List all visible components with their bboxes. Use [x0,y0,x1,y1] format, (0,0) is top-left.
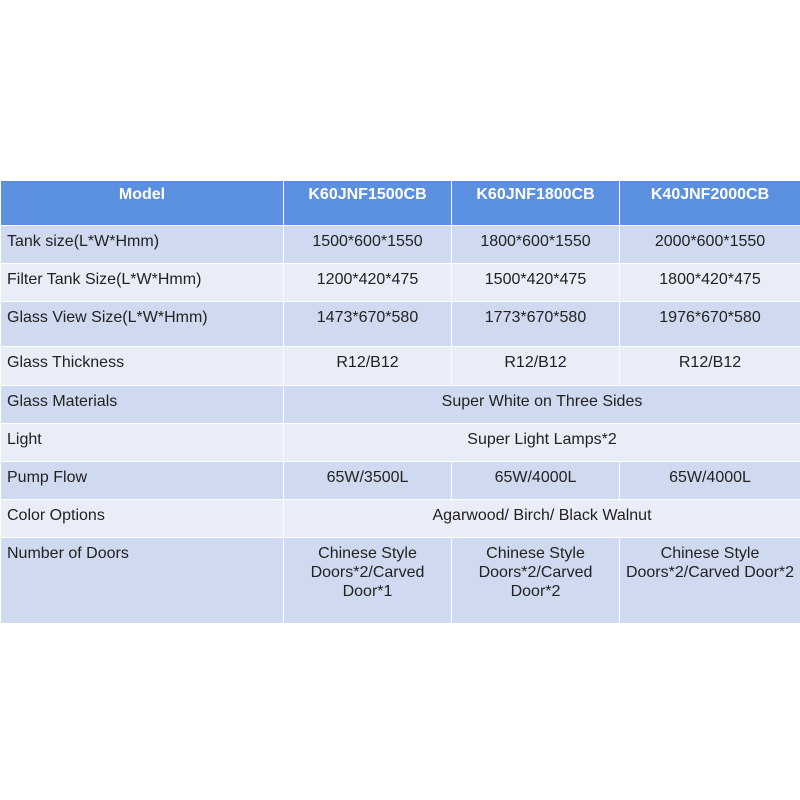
table-row [1,264,800,302]
cell-value: R12/B12 [284,347,452,386]
header-model-2: K60JNF1800CB [452,181,620,226]
cell-value: 1500*420*475 [452,264,620,302]
cell-value: Chinese Style Doors*2/Carved Door*2 [620,538,800,624]
table-row [1,500,800,538]
cell-value: 1773*670*580 [452,302,620,347]
cell-value: 1800*420*475 [620,264,800,302]
row-label: Tank size(L*W*Hmm) [1,226,284,264]
row-label: Number of Doors [1,538,284,624]
table-row [1,386,800,424]
cell-value: 1800*600*1550 [452,226,620,264]
row-label: Light [1,424,284,462]
cell-value: 65W/4000L [620,462,800,500]
cell-value: R12/B12 [452,347,620,386]
row-label: Pump Flow [1,462,284,500]
header-row [1,181,800,226]
row-label: Color Options [1,500,284,538]
merged-cell-value: Super White on Three Sides [284,386,800,424]
merged-cell-value: Agarwood/ Birch/ Black Walnut [284,500,800,538]
cell-value: 65W/4000L [452,462,620,500]
table-row [1,424,800,462]
cell-value: 2000*600*1550 [620,226,800,264]
table-row [1,347,800,386]
cell-value: Chinese Style Doors*2/Carved Door*1 [284,538,452,624]
cell-value: 1976*670*580 [620,302,800,347]
row-label: Filter Tank Size(L*W*Hmm) [1,264,284,302]
cell-value: Chinese Style Doors*2/Carved Door*2 [452,538,620,624]
header-model-3: K40JNF2000CB [620,181,800,226]
header-model-label: Model [1,181,284,226]
cell-value: 65W/3500L [284,462,452,500]
cell-value: 1473*670*580 [284,302,452,347]
cell-value: 1500*600*1550 [284,226,452,264]
table-row [1,302,800,347]
row-label: Glass Thickness [1,347,284,386]
merged-cell-value: Super Light Lamps*2 [284,424,800,462]
header-model-1: K60JNF1500CB [284,181,452,226]
row-label: Glass View Size(L*W*Hmm) [1,302,284,347]
table-row [1,226,800,264]
table-row [1,462,800,500]
row-label: Glass Materials [1,386,284,424]
spec-table [0,180,800,624]
table-row [1,538,800,624]
cell-value: 1200*420*475 [284,264,452,302]
cell-value: R12/B12 [620,347,800,386]
